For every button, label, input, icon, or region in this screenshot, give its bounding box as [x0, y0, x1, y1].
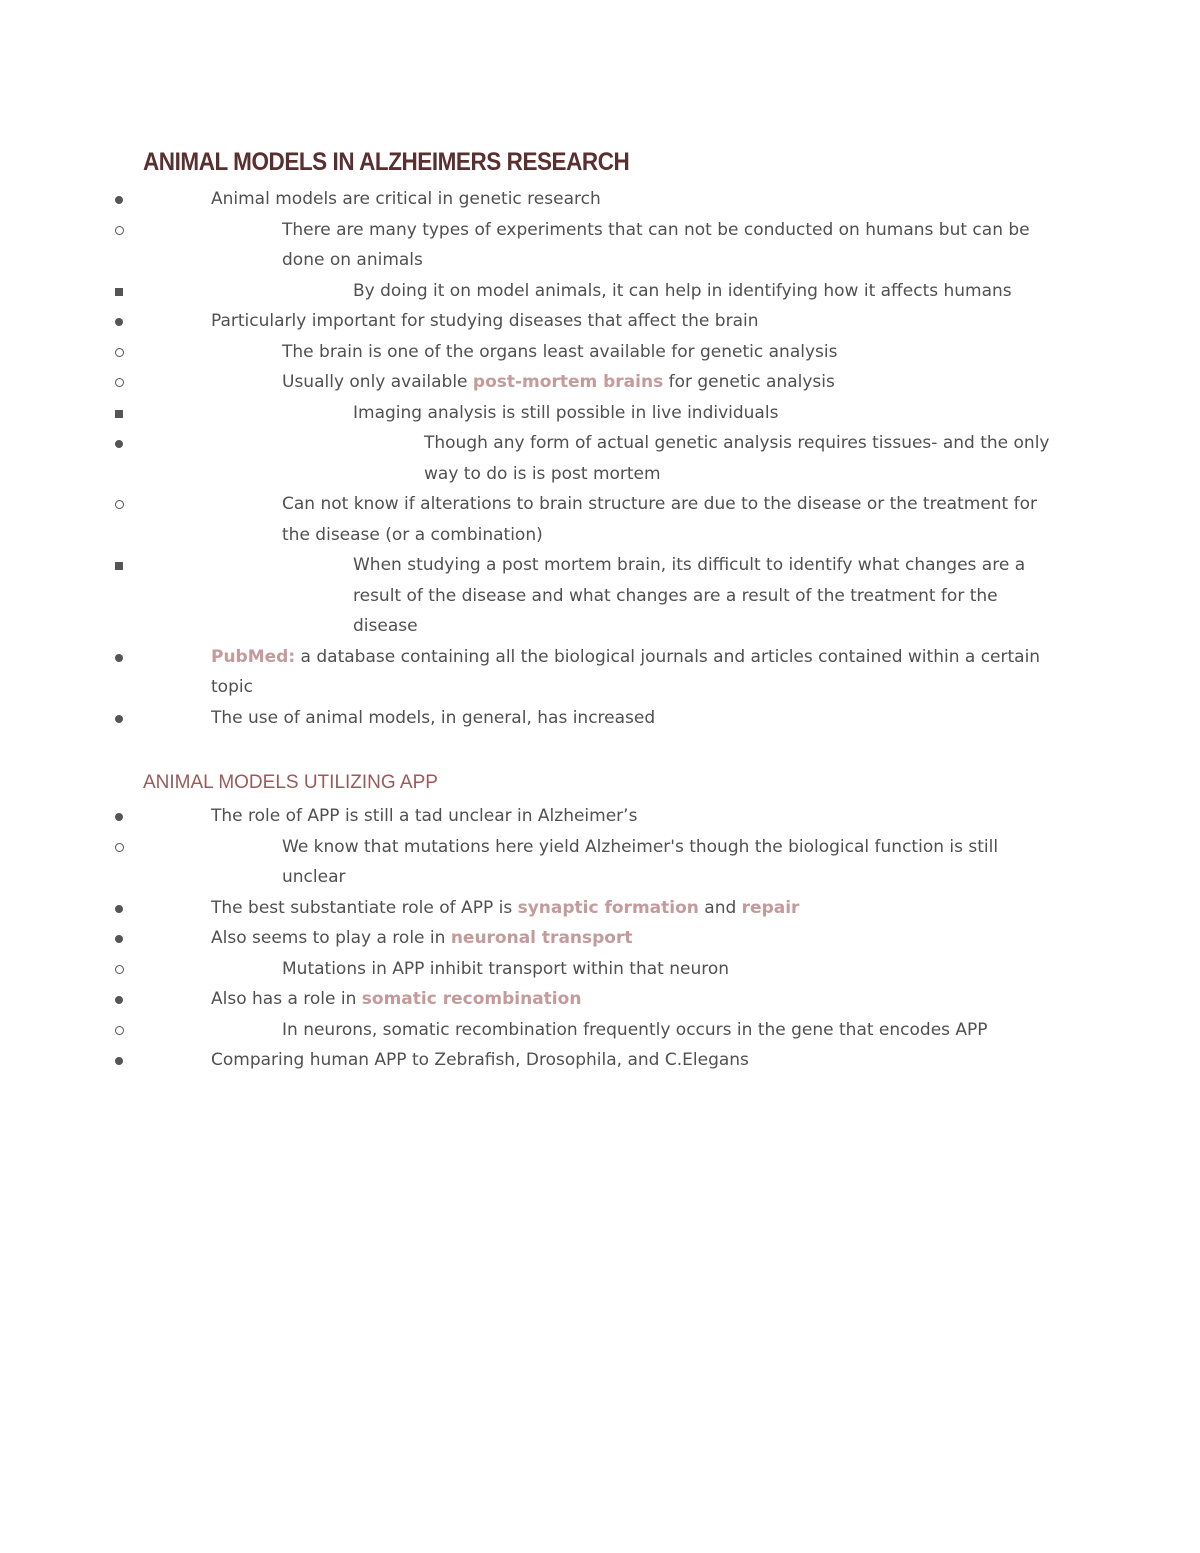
- list-item: [143, 215, 1063, 276]
- list-item-text: The role of APP is still a tad unclear in Alzheimer’s: [211, 806, 638, 826]
- list-item: [143, 1045, 1063, 1076]
- list-item: [143, 984, 1063, 1015]
- list-item-text: When studying a post mortem brain, its difficult to identify what changes are a result of the disease and what changes are a result of the treatment for the disease: [353, 555, 1026, 636]
- circle-bullet-icon: [109, 954, 129, 985]
- disc-bullet-icon: [109, 703, 129, 734]
- document-content: [143, 146, 1063, 1076]
- list-item: [143, 489, 1063, 550]
- highlighted-term: PubMed:: [211, 646, 296, 667]
- list-item: [143, 398, 1063, 429]
- highlighted-term: synaptic formation: [517, 897, 699, 918]
- circle-bullet-icon: [109, 337, 129, 368]
- list-item-text: We know that mutations here yield Alzheimer's though the biological function is still unclear: [282, 836, 999, 887]
- circle-bullet-icon: [109, 1015, 129, 1046]
- list-item: [143, 703, 1063, 734]
- list-item: [143, 550, 1063, 642]
- highlighted-term: repair: [741, 897, 800, 918]
- list-item-text: Usually only available: [282, 372, 473, 392]
- list-item: [143, 428, 1063, 489]
- circle-bullet-icon: [109, 832, 129, 863]
- list-item-text: and: [698, 897, 742, 918]
- circle-bullet-icon: [109, 367, 129, 398]
- list-item-text: for genetic analysis: [663, 372, 835, 392]
- list-item: [143, 306, 1063, 337]
- highlighted-term: neuronal transport: [450, 928, 633, 948]
- list-item: [143, 184, 1063, 215]
- list-item: [143, 276, 1063, 307]
- list-item-text: Also has a role in: [211, 989, 362, 1009]
- bullet-list-section-2: [143, 801, 1063, 1076]
- heading-animal-models: ANIMAL MODELS IN ALZHEIMERS RESEARCH: [143, 148, 630, 176]
- list-item-text: Imaging analysis is still possible in live individuals: [353, 402, 779, 423]
- list-item-text: By doing it on model animals, it can help in identifying how it affects humans: [353, 280, 1012, 301]
- heading-app-models: ANIMAL MODELS UTILIZING APP: [143, 772, 438, 793]
- list-item-text: The best substantiate role of APP is: [211, 897, 518, 918]
- highlighted-term: somatic recombination: [361, 989, 582, 1009]
- list-item: [143, 367, 1063, 398]
- disc-bullet-icon: [109, 184, 129, 215]
- list-item: [143, 642, 1063, 703]
- square-bullet-icon: [109, 398, 129, 429]
- disc-bullet-icon: [109, 428, 129, 459]
- disc-bullet-icon: [109, 1045, 129, 1076]
- list-item-text: Animal models are critical in genetic research: [211, 189, 601, 209]
- list-item-text: Though any form of actual genetic analysis requires tissues- and the only way to do is is post mortem: [424, 433, 1050, 484]
- list-item-text: Mutations in APP inhibit transport within that neuron: [282, 958, 730, 979]
- list-item-text: Comparing human APP to Zebrafish, Drosophila, and C.Elegans: [211, 1050, 749, 1070]
- list-item: [143, 1015, 1063, 1046]
- bullet-list-section-1: [143, 184, 1063, 733]
- circle-bullet-icon: [109, 489, 129, 520]
- disc-bullet-icon: [109, 984, 129, 1015]
- list-item: [143, 954, 1063, 985]
- list-item-text: The brain is one of the organs least available for genetic analysis: [282, 341, 838, 362]
- square-bullet-icon: [109, 550, 129, 581]
- list-item-text: Particularly important for studying diseases that affect the brain: [211, 311, 759, 331]
- list-item-text: Also seems to play a role in: [211, 928, 451, 948]
- list-item: [143, 832, 1063, 893]
- disc-bullet-icon: [109, 642, 129, 673]
- disc-bullet-icon: [109, 306, 129, 337]
- list-item: [143, 337, 1063, 368]
- list-item-text: Can not know if alterations to brain structure are due to the disease or the treatment for the disease (or a combination): [282, 494, 1037, 545]
- disc-bullet-icon: [109, 923, 129, 954]
- disc-bullet-icon: [109, 801, 129, 832]
- list-item-text: a database containing all the biological journals and articles contained within a certain topic: [211, 646, 1041, 697]
- circle-bullet-icon: [109, 215, 129, 246]
- list-item-text: In neurons, somatic recombination frequently occurs in the gene that encodes APP: [282, 1019, 988, 1040]
- list-item-text: There are many types of experiments that can not be conducted on humans but can be done on animals: [282, 219, 1030, 270]
- square-bullet-icon: [109, 276, 129, 307]
- list-item: [143, 893, 1063, 924]
- list-item: [143, 801, 1063, 832]
- disc-bullet-icon: [109, 893, 129, 924]
- list-item: [143, 923, 1063, 954]
- list-item-text: The use of animal models, in general, has increased: [211, 707, 656, 728]
- highlighted-term: post-mortem brains: [472, 372, 664, 392]
